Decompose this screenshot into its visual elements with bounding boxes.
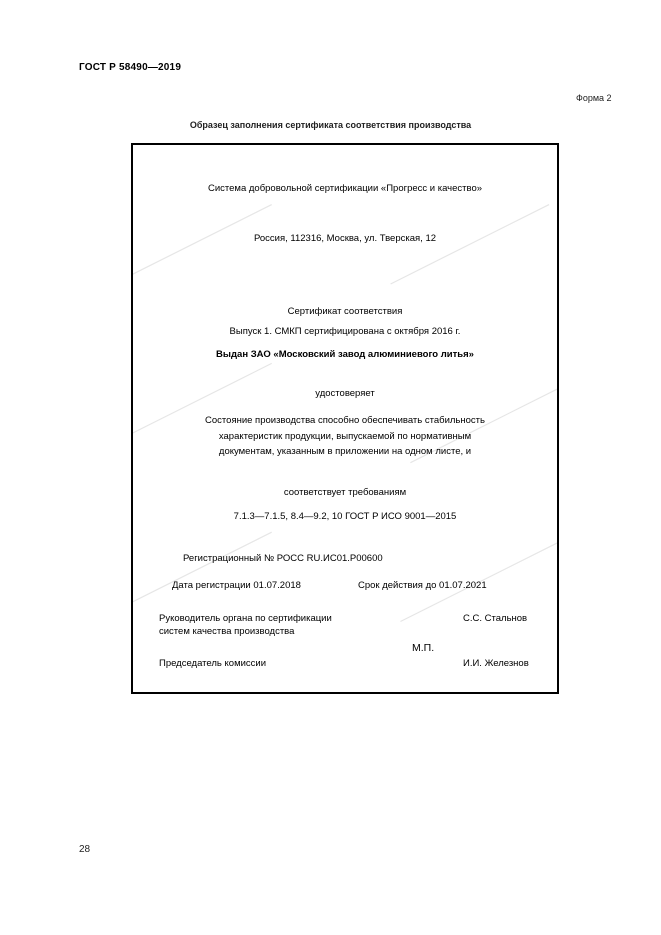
requirements-list: 7.1.3—7.1.5, 8.4—9.2, 10 ГОСТ Р ИСО 9001—2015 <box>233 511 457 522</box>
head-title-line2: систем качества производства <box>159 626 295 637</box>
form-label: Форма 2 <box>576 93 612 103</box>
certifies-label: удостоверяет <box>315 388 375 399</box>
certificate-title: Сертификат соответствия <box>287 306 403 317</box>
statement-line: характеристик продукции, выпускаемой по нормативным <box>218 431 472 442</box>
system-address: Россия, 112316, Москва, ул. Тверская, 12 <box>253 233 437 244</box>
head-name: С.С. Стальнов <box>463 613 528 624</box>
page-number: 28 <box>79 844 91 855</box>
certificate-frame <box>131 143 559 694</box>
chair-name: И.И. Железнов <box>463 658 529 669</box>
statement-line: документам, указанным в приложении на одном листе, и <box>218 446 472 457</box>
standard-number: ГОСТ Р 58490—2019 <box>79 62 182 73</box>
page-subtitle: Образец заполнения сертификата соответствия производства <box>189 120 472 130</box>
certificate-issued-to: Выдан ЗАО «Московский завод алюминиевого литья» <box>216 349 474 360</box>
chair-title: Председатель комиссии <box>159 658 267 669</box>
complies-label: соответствует требованиям <box>283 487 407 498</box>
seal-mark: М.П. <box>412 642 435 654</box>
head-title-line1: Руководитель органа по сертификации <box>159 613 332 624</box>
certification-system-name: Система добровольной сертификации «Прогресс и качество» <box>207 183 483 194</box>
registration-date: Дата регистрации 01.07.2018 <box>172 580 301 591</box>
certificate-issue: Выпуск 1. СМКП сертифицирована с октября 2016 г. <box>229 326 461 337</box>
statement-line: Состояние производства способно обеспечивать стабильность <box>205 415 485 426</box>
registration-number: Регистрационный № РОСС RU.ИС01.Р00600 <box>183 553 383 564</box>
valid-until: Срок действия до 01.07.2021 <box>358 580 487 591</box>
